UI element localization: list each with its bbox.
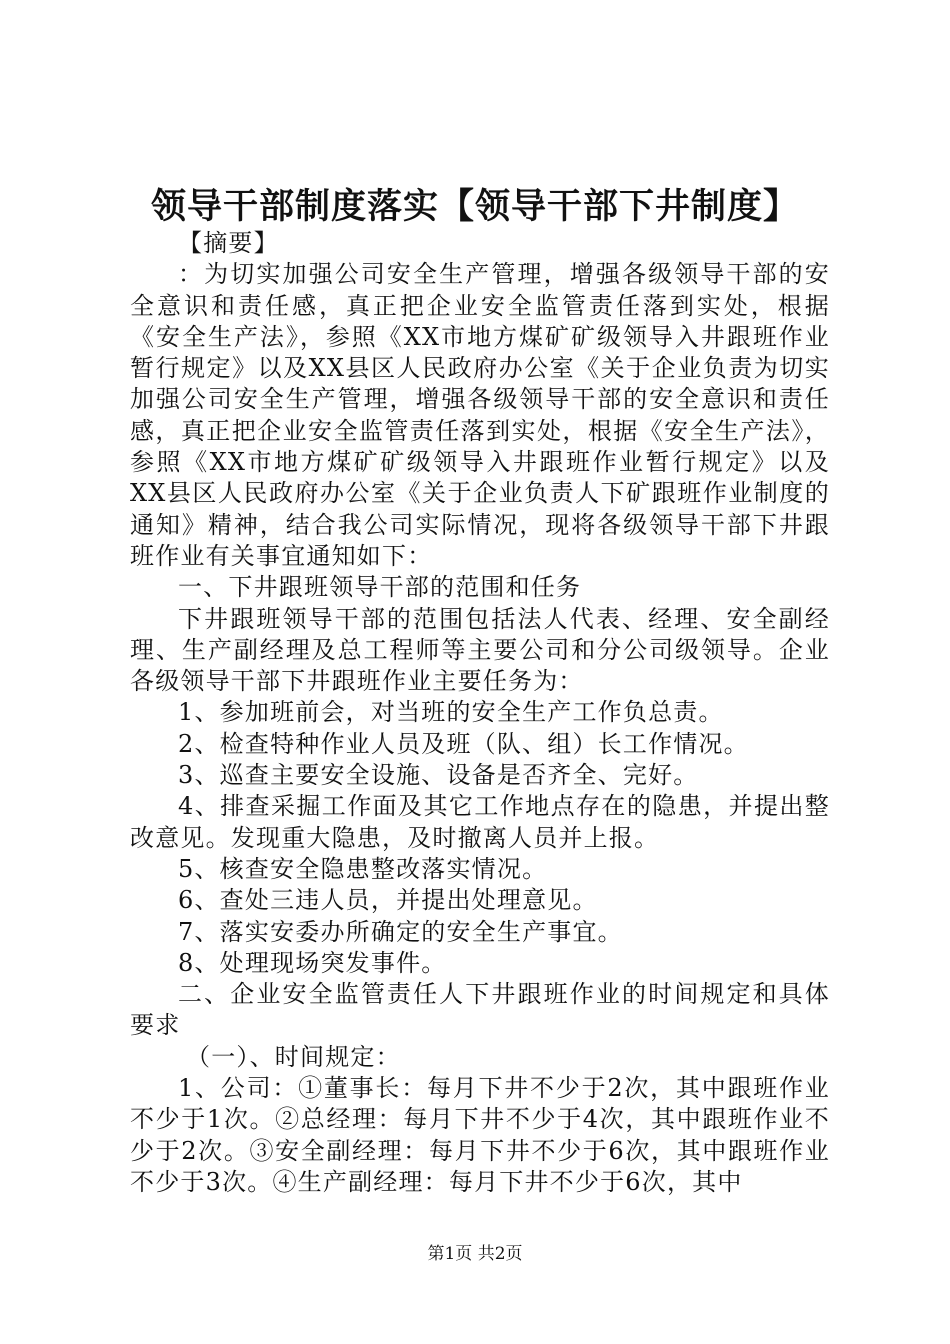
subsection-heading: （一）、时间规定： [186, 1042, 401, 1071]
abstract-heading: 【摘要】 [178, 229, 279, 257]
paragraph-scope: 下井跟班领导干部的范围包括法人代表、经理、安全副经理、生产副经理及总工程师等主要公司和分公司级领导。企业各级领导干部下井跟班作业主要任务为： [130, 604, 830, 696]
list-item: 8、处理现场突发事件。 [178, 948, 447, 977]
list-item: 3、巡查主要安全设施、设备是否齐全、完好。 [178, 761, 699, 790]
list-item: 1、参加班前会，对当班的安全生产工作负总责。 [178, 698, 724, 727]
list-item: 7、落实安委办所确定的安全生产事宜。 [178, 917, 623, 946]
section-heading-2: 二、企业安全监管责任人下井跟班作业的时间规定和具体要求 [130, 980, 830, 1040]
section-heading-1: 一、下井跟班领导干部的范围和任务 [178, 573, 582, 602]
list-item: 2、检查特种作业人员及班（队、组）长工作情况。 [178, 729, 749, 758]
document-body [130, 228, 830, 1198]
paragraph-intro: ：为切实加强公司安全生产管理，增强各级领导干部的安全意识和责任感，真正把企业安全监管责任落到实处，根据《安全生产法》，参照《XX市地方煤矿矿级领导入井跟班作业暂行规定》以及XX县区人民政府办公室《关于企业负责为切实加强公司安全生产管理，增强各级领导干部的安全意识和责任感，真正把企业安全监管责任落到实处，根据《安全生产法》，参照《XX市地方煤矿矿级领导入井跟班作业暂行规定》以及XX县区人民政府办公室《关于企业负责人下矿跟班作业制度的通知》精神，结合我公司实际情况，现将各级领导干部下井跟班作业有关事宜通知如下： [130, 260, 830, 570]
document-title: 领导干部制度落实【领导干部下井制度】 [150, 186, 799, 227]
list-item: 4、排查采掘工作面及其它工作地点存在的隐患，并提出整改意见。发现重大隐患，及时撤离人员并上报。 [130, 792, 830, 852]
list-item: 5、核查安全隐患整改落实情况。 [178, 854, 548, 883]
list-item: 6、查处三违人员，并提出处理意见。 [178, 886, 598, 915]
paragraph-time-rules: 1、公司：①董事长：每月下井不少于2次，其中跟班作业不少于1次。②总经理：每月下井不少于4次，其中跟班作业不少于2次。③安全副经理：每月下井不少于6次，其中跟班作业不少于3次。④生产副经理：每月下井不少于6次，其中 [130, 1074, 830, 1196]
page-footer: 第1页 共2页 [427, 1244, 523, 1264]
